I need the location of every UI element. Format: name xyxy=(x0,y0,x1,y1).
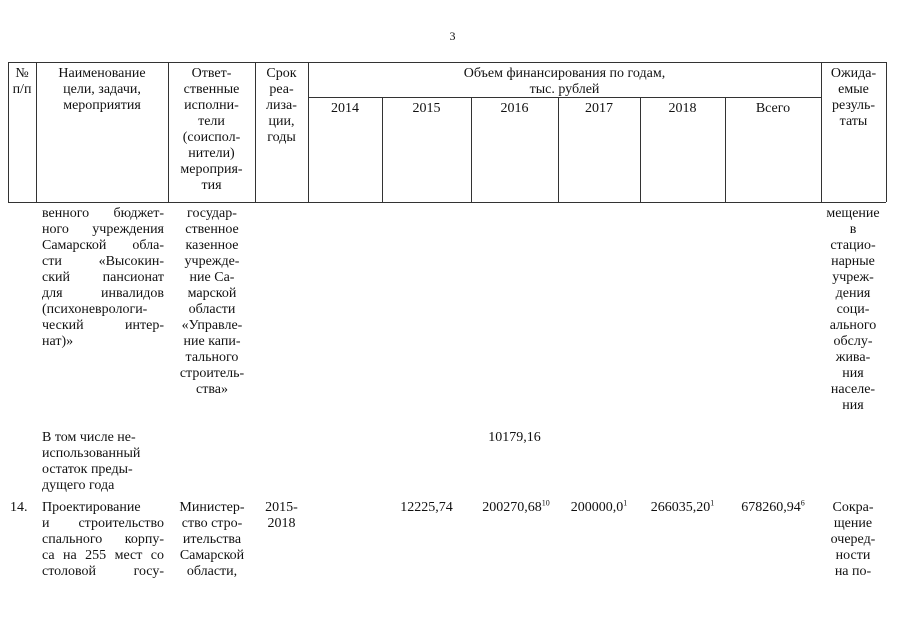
header-responsible: Ответ- ственные исполни- тели (соиспол- нители) мероприя- тия xyxy=(180,66,243,193)
row14-2016: 200270,68$^{10}$ xyxy=(482,498,550,515)
header-term: Срок реа- лиза- ции, годы xyxy=(266,66,297,145)
header-year-2018: 2018 xyxy=(668,101,697,116)
header-result: Ожида- емые резуль- таты xyxy=(830,66,877,129)
remainder-row-name: В том числе не- использованный остаток преды- дущего года xyxy=(42,430,141,493)
header-year-2017: 2017 xyxy=(585,101,613,116)
row14-2015: 12225,74 xyxy=(400,500,453,515)
header-num: № п/п xyxy=(12,66,32,97)
cont-row-result: мещение в стацио- нарные учреж- дения соци- ального обслу- жива- ния населе- ния xyxy=(826,206,880,413)
cont-row-name: венного бюджет- ного учреждения Самарской обла- сти «Высокин- ский пансионат для инвалидов (психоневрологи- ческий интер- нат)» xyxy=(42,206,164,349)
row14-responsible: Министер- ство стро- ительства Самарской области, xyxy=(179,500,245,579)
header-year-2015: 2015 xyxy=(412,101,441,116)
row14-result: Сокра- щение очеред- ности на по- xyxy=(830,500,876,579)
header-financing: Объем финансирования по годам, тыс. рублей xyxy=(463,66,666,97)
row14-name: Проектирование и строительство спального корпу- са на 255 мест со столовой госу- xyxy=(42,500,164,579)
row14-term: 2015- 2018 xyxy=(265,500,298,531)
header-year-2016: 2016 xyxy=(500,101,529,116)
row14-num: 14. xyxy=(10,500,28,515)
header-year-2014: 2014 xyxy=(331,101,359,116)
row14-2017: 200000,0$^1$ xyxy=(570,498,628,515)
remainder-row-2016: 10179,16 xyxy=(488,430,541,445)
header-total: Всего xyxy=(755,101,791,116)
row14-total: 678260,94$^6$ xyxy=(741,498,805,515)
row14-2018: 266035,20$^1$ xyxy=(650,498,715,515)
page-number: 3 xyxy=(449,29,456,43)
header-name: Наименование цели, задачи, мероприятия xyxy=(58,66,146,113)
cont-row-responsible: государ- ственное казенное учрежде- ние Са- марской области «Управле- ние капи- тального строитель- ства» xyxy=(179,206,245,397)
